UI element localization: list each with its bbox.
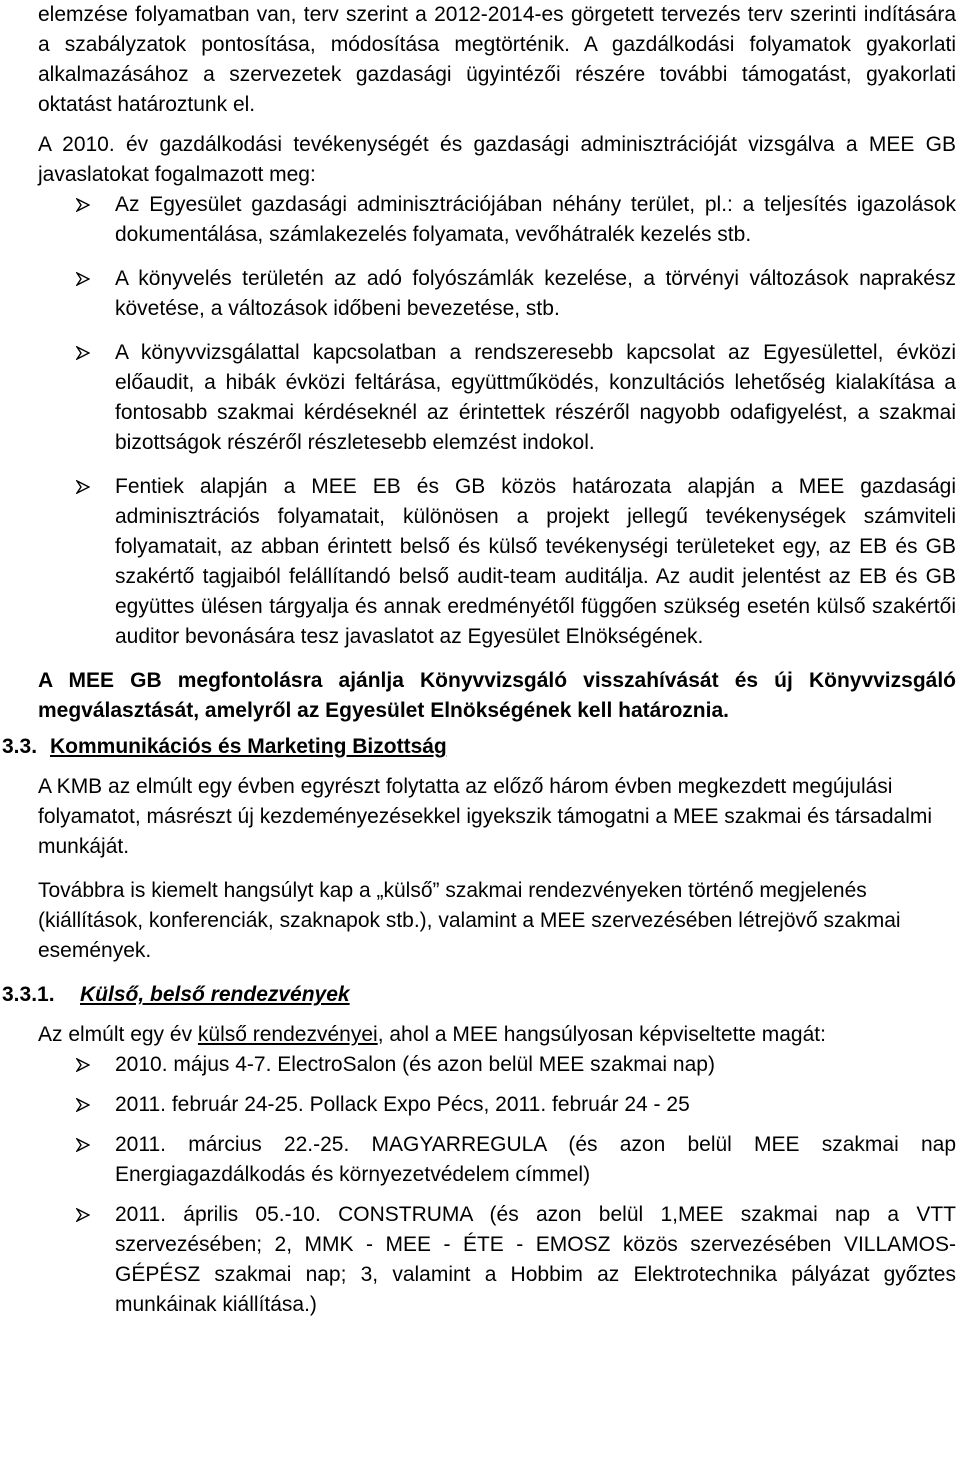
event-text: 2011. február 24-25. Pollack Expo Pécs, 2011. február 24 - 25 xyxy=(115,1093,690,1116)
event-item xyxy=(38,1050,956,1080)
finding-item xyxy=(38,264,956,324)
event-item xyxy=(38,1090,956,1120)
finding-item xyxy=(38,472,956,652)
event-text: 2011. április 05.-10. CONSTRUMA (és azon belül 1,MEE szakmai nap a VTT szervezésében; 2, MMK - MEE - ÉTE - EMOSZ közös szervezésében VILLAMOS-GÉPÉSZ szakmai nap; 3, valamint a Hobbim az Elektrotechnika pályázat győztes munkáinak kiállítása.) xyxy=(115,1203,956,1316)
intro-paragraph-1: elemzése folyamatban van, terv szerint a 2012-2014-es görgetett tervezés terv szerinti indítására a szabályzatok pontosítása, módosítása megtörténik. A gazdálkodási folyamatok gyakorlati alkalmazásához a szervezetek gazdasági ügyintézői részére további támogatást, gyakorlati oktatást határoztunk el. xyxy=(38,3,956,116)
document-page xyxy=(2,0,956,1320)
arrow-bullet-icon xyxy=(76,198,90,212)
section-3-3-heading xyxy=(2,732,956,762)
finding-text: A könyvvizsgálattal kapcsolatban a rendszeresebb kapcsolat az Egyesülettel, évközi előaudit, a hibák évközi feltárása, együttműködés, konzultációs lehetőség kialakítása a fontosabb szakmai kérdéseknél az érintettek részéről nagyobb odafigyelést, a szakmai bizottságok részéről részletesebb elemzést indokol. xyxy=(115,341,956,454)
event-text: 2011. március 22.-25. MAGYARREGULA (és azon belül MEE szakmai nap Energiagazdálkodás és környezetvédelem címmel) xyxy=(115,1133,956,1186)
section-number: 3.3.1. xyxy=(2,983,55,1006)
arrow-bullet-icon xyxy=(76,1208,90,1222)
section-3-3-paragraph-2: Továbbra is kiemelt hangsúlyt kap a „külső” szakmai rendezvényeken történő megjelenés (kiállítások, konferenciák, szaknapok stb.), valamint a MEE szervezésében létrejövő szakmai események. xyxy=(38,879,901,962)
findings-list xyxy=(38,190,956,652)
section-title: Kommunikációs és Marketing Bizottság xyxy=(50,735,447,758)
intro-paragraph-2: A 2010. év gazdálkodási tevékenységét és gazdasági adminisztrációját vizsgálva a MEE GB javaslatokat fogalmazott meg: xyxy=(38,133,956,186)
events-list xyxy=(38,1050,956,1320)
intro-text-before: Az elmúlt egy év xyxy=(38,1023,198,1046)
arrow-bullet-icon xyxy=(76,480,90,494)
arrow-bullet-icon xyxy=(76,1138,90,1152)
finding-text: A könyvelés területén az adó folyószámlák kezelése, a törvényi változások naprakész követése, a változások időbeni bevezetése, stb. xyxy=(115,267,956,320)
finding-text: Fentiek alapján a MEE EB és GB közös határozata alapján a MEE gazdasági adminisztrációs folyamatait, különösen a projekt jellegű tevékenységek számviteli folyamatait, az abban érintett belső és külső tevékenységi területeket egy, az EB és GB szakértő tagjaiból felállítandó belső audit-team auditálja. Az audit jelentést az EB és GB együttes ülésen tárgyalja és annak eredményétől függően szükség esetén külső szakértői auditor bevonására tesz javaslatot az Egyesület Elnökségének. xyxy=(115,475,956,648)
intro-underlined-text: külső rendezvényei xyxy=(197,1023,378,1046)
section-3-3-paragraph-1: A KMB az elmúlt egy évben egyrészt folytatta az előző három évben megkezdett megújulási folyamatot, másrészt új kezdeményezésekkel igyekszik támogatni a MEE szakmai és társadalmi munkáját. xyxy=(38,775,933,858)
event-text: 2010. május 4-7. ElectroSalon (és azon belül MEE szakmai nap) xyxy=(115,1053,715,1076)
arrow-bullet-icon xyxy=(76,1098,90,1112)
arrow-bullet-icon xyxy=(76,346,90,360)
finding-text: Az Egyesület gazdasági adminisztrációjában néhány terület, pl.: a teljesítés igazolások dokumentálása, számlakezelés folyamata, vevőhátralék kezelés stb. xyxy=(115,193,956,246)
finding-item xyxy=(38,190,956,250)
section-3-3-1-intro xyxy=(38,1020,956,1050)
intro-text-after: , ahol a MEE hangsúlyosan képviseltette magát: xyxy=(377,1023,826,1046)
section-number: 3.3. xyxy=(2,735,38,758)
section-title: Külső, belső rendezvények xyxy=(80,983,350,1006)
arrow-bullet-icon xyxy=(76,1058,90,1072)
arrow-bullet-icon xyxy=(76,272,90,286)
finding-item xyxy=(38,338,956,458)
event-item xyxy=(38,1200,956,1320)
event-item xyxy=(38,1130,956,1190)
section-3-3-1-heading xyxy=(2,980,956,1010)
recommendation: A MEE GB megfontolásra ajánlja Könyvvizsgáló visszahívását és új Könyvvizsgáló megválasztását, amelyről az Egyesület Elnökségének kell határoznia. xyxy=(38,669,956,722)
